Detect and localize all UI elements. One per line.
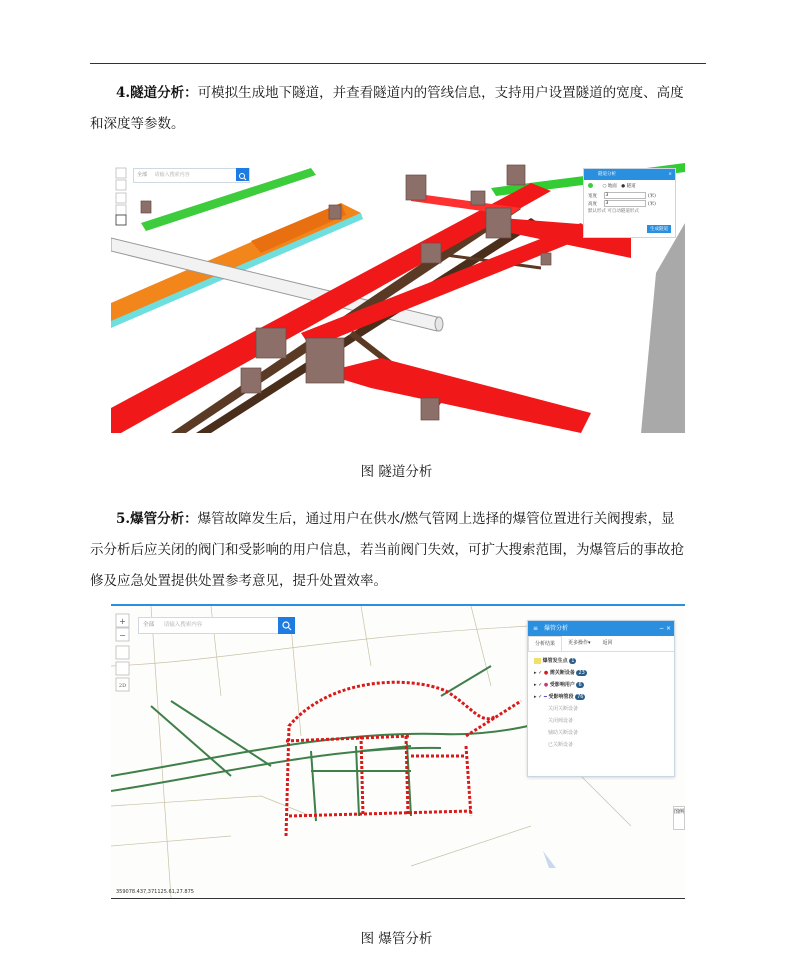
search-select[interactable]: 全部 xyxy=(143,622,155,628)
minimize-icon[interactable]: − xyxy=(658,625,664,632)
burst-panel-title: 爆管分析 xyxy=(544,625,569,632)
sub-item[interactable]: 辅助关断设备 xyxy=(548,730,579,736)
search-icon xyxy=(236,170,249,183)
height-label: 高度 xyxy=(588,202,597,207)
section5-line1: 爆管故障发生后，通过用户在供水/燃气管网上选择的爆管位置进行关阀搜索，显 xyxy=(197,511,675,527)
figure1-caption: 图 隧道分析 xyxy=(360,464,433,480)
burst-panel xyxy=(527,620,675,777)
tunnel-panel-title: 隧道分析 xyxy=(598,172,616,177)
height-row xyxy=(588,200,671,208)
generate-tunnel-button[interactable]: 生成隧道 xyxy=(647,225,671,233)
search-select[interactable]: 全部 xyxy=(137,172,148,178)
close-icon[interactable]: × xyxy=(665,625,671,632)
width-row xyxy=(588,192,671,200)
coordinate-readout: 359078.437,371125.61,27.875 xyxy=(116,889,194,895)
legend-toggle-button[interactable]: 图例 xyxy=(673,806,685,830)
pipe-burst-figure[interactable] xyxy=(111,604,685,899)
section5-line3-paragraph xyxy=(90,566,706,597)
sub-item[interactable]: 已关断设备 xyxy=(548,742,574,748)
search-input[interactable]: 请输入搜索内容 xyxy=(163,622,203,628)
section4-paragraph-cont xyxy=(90,109,706,140)
header-rule xyxy=(90,63,706,64)
tunnel-analysis-figure[interactable] xyxy=(111,163,685,433)
height-unit: (米) xyxy=(647,202,656,207)
tab-back[interactable]: 返回 xyxy=(602,640,613,646)
section5-line2: 示分析后应关闭的阀门和受影响的用户信息，若当前阀门失效，可扩大搜索范围，为爆管后的事故抢 xyxy=(90,542,684,558)
burst-panel-header xyxy=(528,621,674,636)
search-button[interactable] xyxy=(278,617,295,634)
result-item[interactable]: 爆管发生点 1 xyxy=(534,655,668,667)
section5-line2-paragraph xyxy=(90,535,706,566)
width-input[interactable]: 3 xyxy=(604,192,646,199)
figure2-caption: 图 爆管分析 xyxy=(360,931,433,947)
section5-paragraph xyxy=(90,504,706,535)
close-icon[interactable]: × xyxy=(668,172,672,177)
radio-row xyxy=(588,183,671,190)
height-input[interactable]: 3 xyxy=(604,200,646,207)
status-dot-icon xyxy=(588,183,593,188)
zoom-in-icon[interactable]: + xyxy=(119,617,126,626)
result-item[interactable]: ▸ ✓ ━ 受影响管段 76 xyxy=(534,694,584,700)
radio-tunnel[interactable]: ● 隧道 xyxy=(621,184,636,189)
section4-line2: 和深度等参数。 xyxy=(90,116,185,132)
tunnel-panel-header xyxy=(584,169,675,180)
tunnel-hint: 默认形式 可自动隧道形式 xyxy=(588,209,639,214)
search-input[interactable]: 请输入搜索内容 xyxy=(154,172,190,178)
search-button[interactable] xyxy=(236,168,249,181)
radio-ground[interactable]: ○ 地面 xyxy=(602,184,617,189)
menu-icon: ≡ xyxy=(533,625,539,632)
section4-title: 4.隧道分析： xyxy=(116,85,198,101)
section4-line1: 可模拟生成地下隧道，并查看隧道内的管线信息，支持用户设置隧道的宽度、高度 xyxy=(197,85,684,101)
tab-more-actions[interactable]: 更多操作▾ xyxy=(568,640,591,646)
tab-analysis-result[interactable]: 分析结果 xyxy=(528,636,562,651)
result-item[interactable]: ▸ ✓ ● 受影响用户 6 xyxy=(534,682,582,688)
tunnel-panel xyxy=(583,168,676,238)
burst-result-list xyxy=(528,652,674,754)
burst-panel-tabs xyxy=(528,636,674,652)
width-label: 宽度 xyxy=(588,194,597,199)
section5-title: 5.爆管分析： xyxy=(116,511,198,527)
section4-paragraph xyxy=(90,78,706,109)
section5-line3: 修及应急处置提供处置参考意见，提升处置效率。 xyxy=(90,573,387,589)
view-2d-icon[interactable]: 2D xyxy=(118,683,127,689)
zoom-out-icon[interactable]: − xyxy=(119,631,126,640)
search-bar[interactable] xyxy=(138,617,286,634)
sub-item[interactable]: 关闭关断设备 xyxy=(548,706,579,712)
result-item[interactable]: ▸ ✓ ● 需关断设备 23 xyxy=(534,670,585,676)
search-icon xyxy=(278,617,295,634)
sub-item[interactable]: 关闭阀设备 xyxy=(548,718,574,724)
search-bar[interactable] xyxy=(133,168,250,183)
width-unit: (米) xyxy=(647,194,656,199)
